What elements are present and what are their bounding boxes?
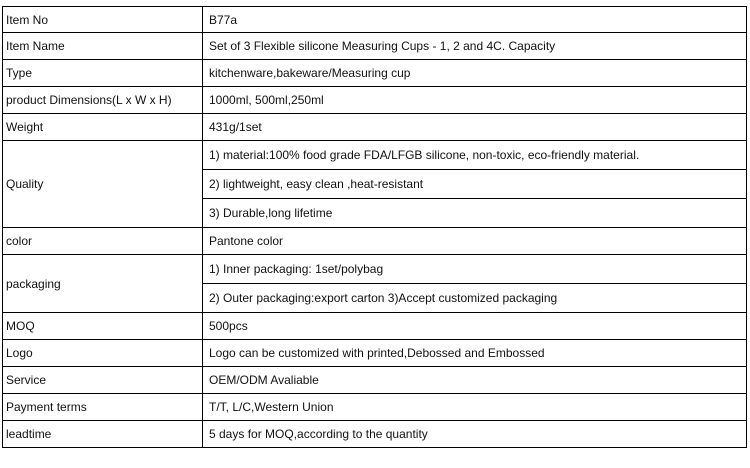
spec-label-item-no: Item No xyxy=(3,7,203,33)
spec-value-packaging-2: 2) Outer packaging:export carton 3)Accept customized packaging xyxy=(203,284,747,313)
table-row xyxy=(3,114,747,141)
spec-value-type: kitchenware,bakeware/Measuring cup xyxy=(203,60,747,87)
table-row xyxy=(3,87,747,114)
spec-value-color: Pantone color xyxy=(203,228,747,255)
product-spec-table xyxy=(2,6,747,448)
table-row xyxy=(3,394,747,421)
spec-label-service: Service xyxy=(3,367,203,394)
spec-value-logo: Logo can be customized with printed,Debossed and Embossed xyxy=(203,340,747,367)
table-row xyxy=(3,7,747,33)
spec-label-leadtime: leadtime xyxy=(3,421,203,448)
table-row xyxy=(3,60,747,87)
table-row xyxy=(3,33,747,60)
spec-value-packaging-1: 1) Inner packaging: 1set/polybag xyxy=(203,255,747,284)
spec-value-leadtime: 5 days for MOQ,according to the quantity xyxy=(203,421,747,448)
spec-label-color: color xyxy=(3,228,203,255)
spec-value-service: OEM/ODM Avaliable xyxy=(203,367,747,394)
spec-value-quality-1: 1) material:100% food grade FDA/LFGB silicone, non-toxic, eco-friendly material. xyxy=(203,141,747,170)
spec-label-moq: MOQ xyxy=(3,313,203,340)
table-row xyxy=(3,255,747,284)
table-row xyxy=(3,141,747,170)
spec-label-logo: Logo xyxy=(3,340,203,367)
spec-label-item-name: Item Name xyxy=(3,33,203,60)
spec-value-payment-terms: T/T, L/C,Western Union xyxy=(203,394,747,421)
spec-value-quality-2: 2) lightweight, easy clean ,heat-resistant xyxy=(203,170,747,199)
spec-value-dimensions: 1000ml, 500ml,250ml xyxy=(203,87,747,114)
spec-label-packaging: packaging xyxy=(3,255,203,313)
spec-value-moq: 500pcs xyxy=(203,313,747,340)
table-row xyxy=(3,367,747,394)
spec-value-item-name: Set of 3 Flexible silicone Measuring Cups - 1, 2 and 4C. Capacity xyxy=(203,33,747,60)
spec-label-type: Type xyxy=(3,60,203,87)
spec-value-item-no: B77a xyxy=(203,7,747,33)
spec-label-dimensions: product Dimensions(L x W x H) xyxy=(3,87,203,114)
spec-value-quality-3: 3) Durable,long lifetime xyxy=(203,199,747,228)
spec-label-weight: Weight xyxy=(3,114,203,141)
table-row xyxy=(3,313,747,340)
table-row xyxy=(3,228,747,255)
spec-value-weight: 431g/1set xyxy=(203,114,747,141)
spec-label-quality: Quality xyxy=(3,141,203,228)
table-row xyxy=(3,421,747,448)
spec-label-payment-terms: Payment terms xyxy=(3,394,203,421)
table-row xyxy=(3,340,747,367)
